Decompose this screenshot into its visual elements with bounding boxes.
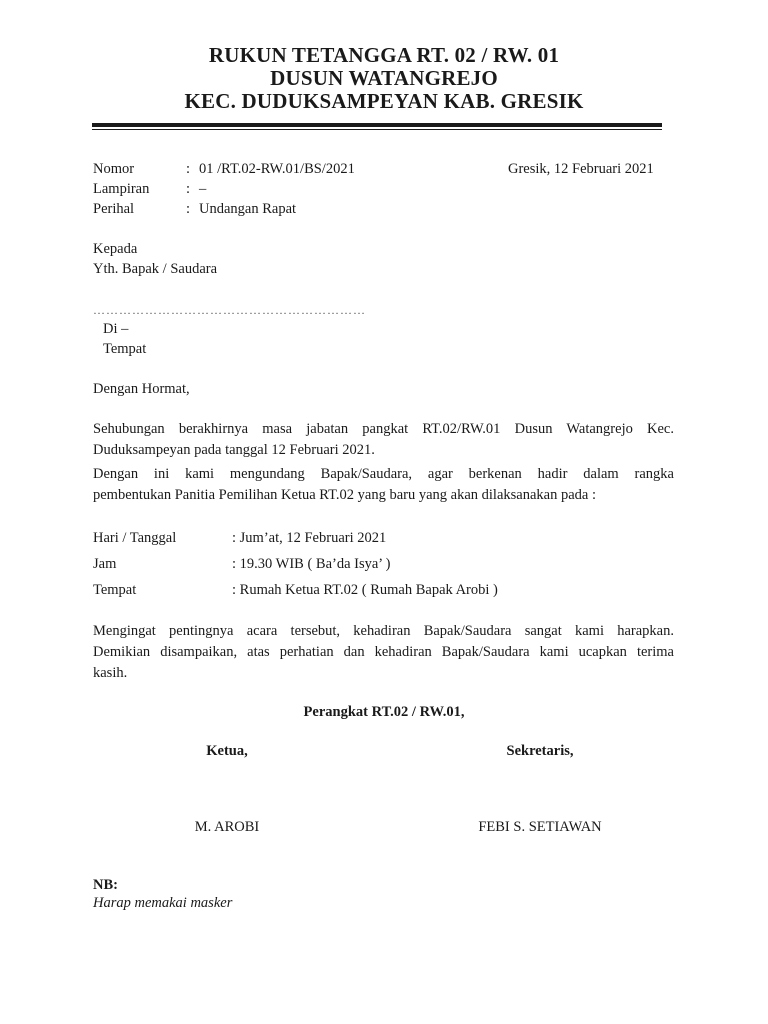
detail-label-hari: Hari / Tanggal bbox=[93, 530, 177, 546]
signature-right-name: FEBI S. SETIAWAN bbox=[478, 819, 602, 835]
lampiran-label: Lampiran bbox=[93, 181, 150, 197]
letterhead-rule-thick bbox=[92, 123, 662, 127]
paragraph-3 bbox=[93, 621, 674, 684]
detail-value-hari: : Jum’at, 12 Februari 2021 bbox=[232, 530, 387, 546]
letterhead-line-2: DUSUN WATANGREJO bbox=[270, 66, 498, 90]
paragraph-2-line-1: Dengan ini kami mengundang Bapak/Saudara, agar berkenan hadir dalam rangka bbox=[93, 466, 674, 482]
letterhead-line-3: KEC. DUDUKSAMPEYAN KAB. GRESIK bbox=[184, 89, 584, 113]
nomor-label: Nomor bbox=[93, 161, 135, 177]
recipient-di: Di – bbox=[103, 321, 129, 337]
lampiran-value: – bbox=[199, 181, 207, 197]
note-text: Harap memakai masker bbox=[93, 895, 233, 911]
salutation: Dengan Hormat, bbox=[93, 381, 190, 397]
paragraph-2-line-2: pembentukan Panitia Pemilihan Ketua RT.02 yang baru yang akan dilaksanakan pada : bbox=[93, 487, 596, 503]
paragraph-2 bbox=[93, 464, 674, 506]
place-date: Gresik, 12 Februari 2021 bbox=[508, 161, 654, 177]
paragraph-3-line-3: kasih. bbox=[93, 665, 128, 681]
detail-value-jam: : 19.30 WIB ( Ba’da Isya’ ) bbox=[232, 556, 391, 572]
paragraph-1 bbox=[93, 419, 674, 461]
perihal-colon: : bbox=[186, 201, 191, 217]
nomor-colon: : bbox=[186, 161, 191, 177]
perihal-value: Undangan Rapat bbox=[199, 201, 297, 217]
detail-label-tempat: Tempat bbox=[93, 582, 137, 598]
paragraph-3-line-1: Mengingat pentingnya acara tersebut, kehadiran Bapak/Saudara sangat kami harapkan. bbox=[93, 623, 674, 639]
recipient-kepada: Kepada bbox=[93, 241, 138, 257]
paragraph-3-line-2: Demikian disampaikan, atas perhatian dan kehadiran Bapak/Saudara kami ucapkan terima bbox=[93, 644, 674, 660]
paragraph-1-line-1: Sehubungan berakhirnya masa jabatan pangkat RT.02/RW.01 Dusun Watangrejo Kec. bbox=[93, 421, 674, 437]
recipient-tempat: Tempat bbox=[103, 341, 147, 357]
paragraph-1-line-2: Duduksampeyan pada tanggal 12 Februari 2021. bbox=[93, 442, 375, 458]
signature-org: Perangkat RT.02 / RW.01, bbox=[303, 704, 465, 720]
signature-left-name: M. AROBI bbox=[194, 819, 260, 835]
detail-value-tempat: : Rumah Ketua RT.02 ( Rumah Bapak Arobi ) bbox=[232, 582, 498, 598]
letterhead-rule-thin bbox=[92, 129, 662, 130]
nomor-value: 01 /RT.02-RW.01/BS/2021 bbox=[199, 161, 355, 177]
detail-label-jam: Jam bbox=[93, 556, 117, 572]
recipient-name-dots: ……………………………………………………… bbox=[93, 303, 366, 317]
note-label: NB: bbox=[93, 877, 118, 893]
signature-right-title: Sekretaris, bbox=[506, 743, 574, 759]
recipient-yth: Yth. Bapak / Saudara bbox=[93, 261, 218, 277]
letterhead-line-1: RUKUN TETANGGA RT. 02 / RW. 01 bbox=[208, 43, 560, 67]
signature-left-title: Ketua, bbox=[206, 743, 248, 759]
lampiran-colon: : bbox=[186, 181, 191, 197]
perihal-label: Perihal bbox=[93, 201, 135, 217]
